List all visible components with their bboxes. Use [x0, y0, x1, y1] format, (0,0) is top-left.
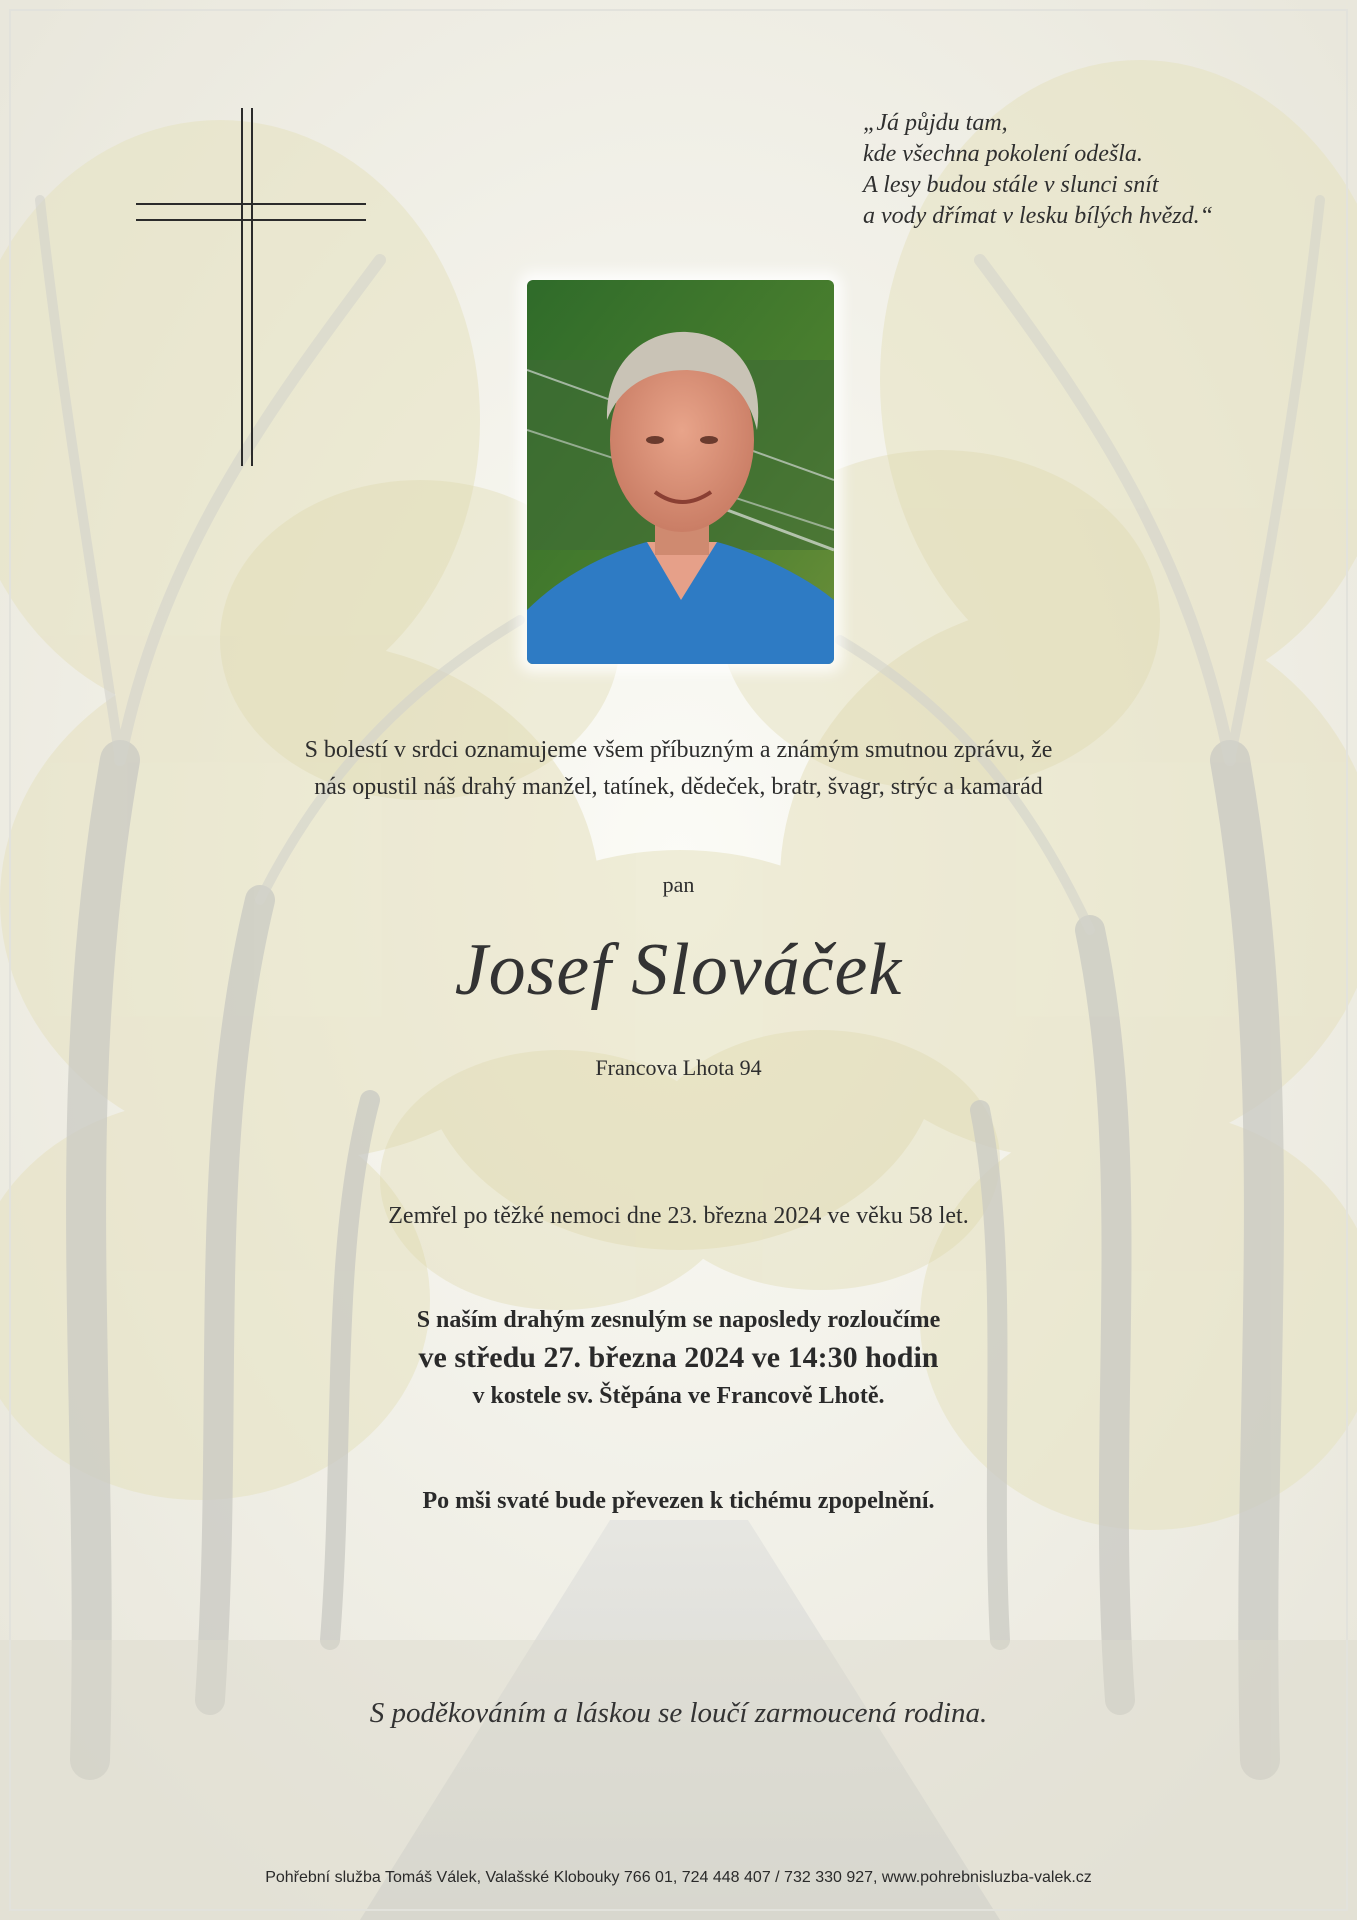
funeral-service-footer: Pohřební služba Tomáš Válek, Valašské Klobouky 766 01, 724 448 407 / 732 330 927, www.pohrebnisluzba-valek.cz: [265, 1869, 1092, 1886]
funeral-location: v kostele sv. Štěpána ve Francově Lhotě.: [472, 1383, 885, 1409]
portrait-photo: [527, 280, 834, 664]
funeral-date-time: ve středu 27. března 2024 ve 14:30 hodin: [418, 1341, 939, 1374]
funeral-details: [0, 1302, 1357, 1414]
death-notice: Zemřel po těžké nemoci dne 23. března 2024 ve věku 58 let.: [388, 1203, 969, 1229]
memorial-quote: [863, 108, 1333, 232]
announcement-line: S bolestí v srdci oznamujeme všem příbuzným a známým smutnou zprávu, že: [304, 737, 1053, 763]
quote-line: „Já půjdu tam,: [863, 110, 1008, 136]
funeral-intro: S naším drahým zesnulým se naposledy rozloučíme: [416, 1307, 941, 1333]
honorific: pan: [662, 872, 695, 897]
deceased-name: Josef Slováček: [454, 929, 903, 1011]
announcement-line: nás opustil náš drahý manžel, tatínek, dědeček, bratr, švagr, strýc a kamarád: [314, 774, 1043, 800]
quote-line: a vody dřímat v lesku bílých hvězd.“: [863, 203, 1213, 229]
cremation-note: Po mši svaté bude převezen k tichému zpopelnění.: [422, 1488, 935, 1514]
quote-line: A lesy budou stále v slunci snít: [863, 172, 1159, 198]
announcement-text: [0, 732, 1357, 806]
deceased-address: Francova Lhota 94: [595, 1055, 762, 1080]
cross-icon: [136, 108, 366, 466]
family-thanks: S poděkováním a láskou se loučí zarmoucená rodina.: [369, 1697, 988, 1729]
quote-line: kde všechna pokolení odešla.: [863, 141, 1143, 167]
